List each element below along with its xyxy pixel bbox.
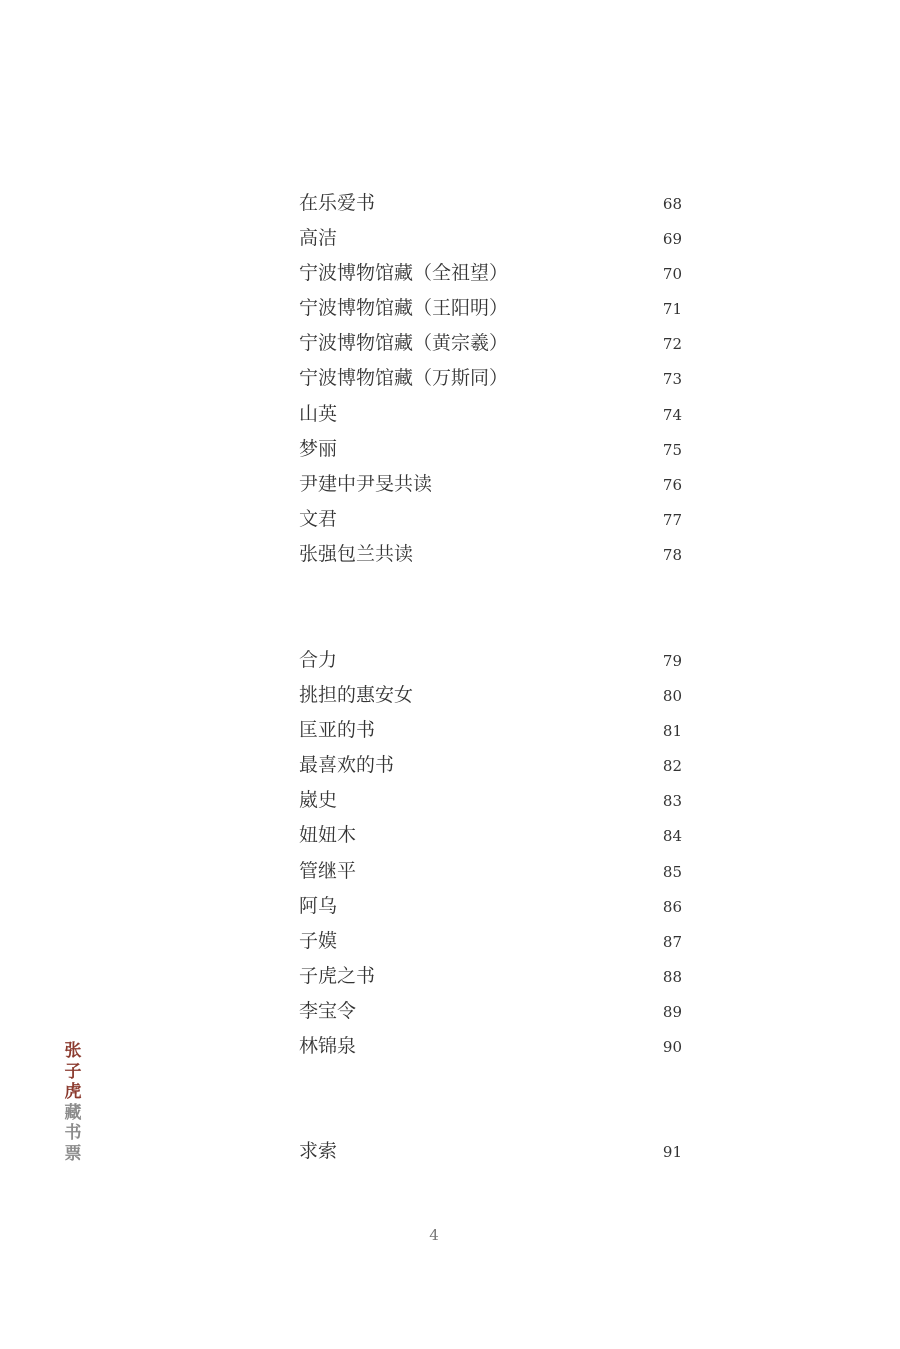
toc-entry-title: 子虎之书 bbox=[299, 964, 376, 987]
toc-entry-title: 山英 bbox=[299, 402, 338, 425]
toc-entry[interactable] bbox=[299, 713, 682, 748]
toc-entry-page: 87 bbox=[662, 932, 682, 951]
toc-entry-title: 宁波博物馆藏（万斯同） bbox=[299, 367, 509, 390]
toc-entry-title: 合力 bbox=[299, 649, 338, 671]
toc-entry-page: 88 bbox=[662, 967, 682, 986]
toc-entry-title: 尹建中尹旻共读 bbox=[299, 472, 433, 495]
toc-entry-page: 73 bbox=[662, 370, 682, 389]
toc-entry[interactable] bbox=[299, 397, 682, 432]
toc-entry-title: 张强包兰共读 bbox=[299, 542, 414, 565]
toc-entry-page: 80 bbox=[662, 687, 682, 706]
toc-entry-title: 子嫫 bbox=[299, 929, 338, 952]
toc-entry-title: 在乐爱书 bbox=[299, 192, 376, 214]
side-title-char: 张 bbox=[64, 1041, 82, 1061]
toc-entry-title: 崴史 bbox=[299, 789, 338, 812]
toc-entry-page: 72 bbox=[662, 335, 682, 354]
toc-entry-page: 76 bbox=[662, 475, 682, 494]
toc-entry-title: 求索 bbox=[299, 1140, 338, 1162]
toc-entry[interactable] bbox=[299, 783, 682, 818]
toc-entry[interactable] bbox=[299, 186, 682, 221]
toc-entry-title: 文君 bbox=[299, 507, 338, 530]
toc-entry[interactable] bbox=[299, 959, 682, 994]
toc-entry[interactable] bbox=[299, 361, 682, 396]
vertical-book-title bbox=[62, 1041, 84, 1164]
toc-entry-page: 83 bbox=[662, 792, 682, 811]
toc-entry-page: 85 bbox=[662, 862, 682, 881]
toc-section-3 bbox=[299, 1134, 682, 1169]
toc-entry-page: 79 bbox=[662, 652, 682, 670]
toc-entry[interactable] bbox=[299, 889, 682, 924]
toc-entry[interactable] bbox=[299, 326, 682, 361]
toc-entry-title: 阿乌 bbox=[299, 894, 338, 917]
toc-entry-page: 89 bbox=[662, 1002, 682, 1021]
toc-entry[interactable] bbox=[299, 256, 682, 291]
toc-entry-title: 宁波博物馆藏（全祖望） bbox=[299, 262, 509, 285]
toc-entry-title: 宁波博物馆藏（王阳明） bbox=[299, 297, 509, 320]
toc-entry-title: 林锦泉 bbox=[299, 1035, 357, 1058]
toc-entry-title: 最喜欢的书 bbox=[299, 754, 395, 777]
toc-entry[interactable] bbox=[299, 924, 682, 959]
toc-entry[interactable] bbox=[299, 432, 682, 467]
toc-entry[interactable] bbox=[299, 854, 682, 889]
toc-entry-title: 梦丽 bbox=[299, 437, 338, 460]
toc-entry-page: 68 bbox=[662, 195, 682, 213]
toc-entry-page: 91 bbox=[662, 1143, 682, 1161]
toc-entry-page: 77 bbox=[662, 510, 682, 529]
toc-entry[interactable] bbox=[299, 643, 682, 678]
toc-entry-page: 74 bbox=[662, 405, 682, 424]
toc-entry[interactable] bbox=[299, 748, 682, 783]
toc-entry[interactable] bbox=[299, 678, 682, 713]
toc-section-2 bbox=[299, 643, 682, 1064]
toc-entry-title: 匡亚的书 bbox=[299, 719, 376, 742]
toc-entry[interactable] bbox=[299, 1134, 682, 1169]
toc-entry-title: 李宝令 bbox=[299, 999, 357, 1022]
toc-entry-page: 90 bbox=[662, 1038, 682, 1057]
side-title-char: 藏 bbox=[64, 1102, 82, 1123]
toc-entry-page: 81 bbox=[662, 722, 682, 741]
toc-entry-title: 管继平 bbox=[299, 859, 357, 882]
toc-entry-page: 70 bbox=[662, 265, 682, 284]
side-title-char: 书 bbox=[64, 1123, 82, 1143]
side-title-char: 子 bbox=[64, 1061, 82, 1082]
toc-entry-title: 宁波博物馆藏（黄宗羲） bbox=[299, 332, 509, 355]
toc-entry[interactable] bbox=[299, 291, 682, 326]
toc-entry-page: 84 bbox=[662, 827, 682, 846]
toc-entry-title: 挑担的惠安女 bbox=[299, 684, 414, 707]
toc-section-1 bbox=[299, 186, 682, 572]
toc-entry-page: 82 bbox=[662, 757, 682, 776]
toc-entry-page: 75 bbox=[662, 440, 682, 459]
toc-entry-title: 妞妞木 bbox=[299, 824, 357, 847]
toc-entry[interactable] bbox=[299, 502, 682, 537]
toc-entry[interactable] bbox=[299, 818, 682, 853]
toc-entry[interactable] bbox=[299, 221, 682, 256]
toc-entry[interactable] bbox=[299, 467, 682, 502]
toc-entry-page: 69 bbox=[662, 230, 682, 249]
page-number: 4 bbox=[429, 1226, 439, 1244]
toc-entry-page: 71 bbox=[662, 300, 682, 319]
toc-entry-page: 78 bbox=[662, 545, 682, 564]
toc-entry-page: 86 bbox=[662, 897, 682, 916]
side-title-char: 票 bbox=[64, 1143, 82, 1164]
toc-entry-title: 高洁 bbox=[299, 227, 338, 250]
toc-entry[interactable] bbox=[299, 1029, 682, 1064]
toc-entry[interactable] bbox=[299, 994, 682, 1029]
toc-entry[interactable] bbox=[299, 537, 682, 572]
side-title-char: 虎 bbox=[64, 1082, 82, 1102]
